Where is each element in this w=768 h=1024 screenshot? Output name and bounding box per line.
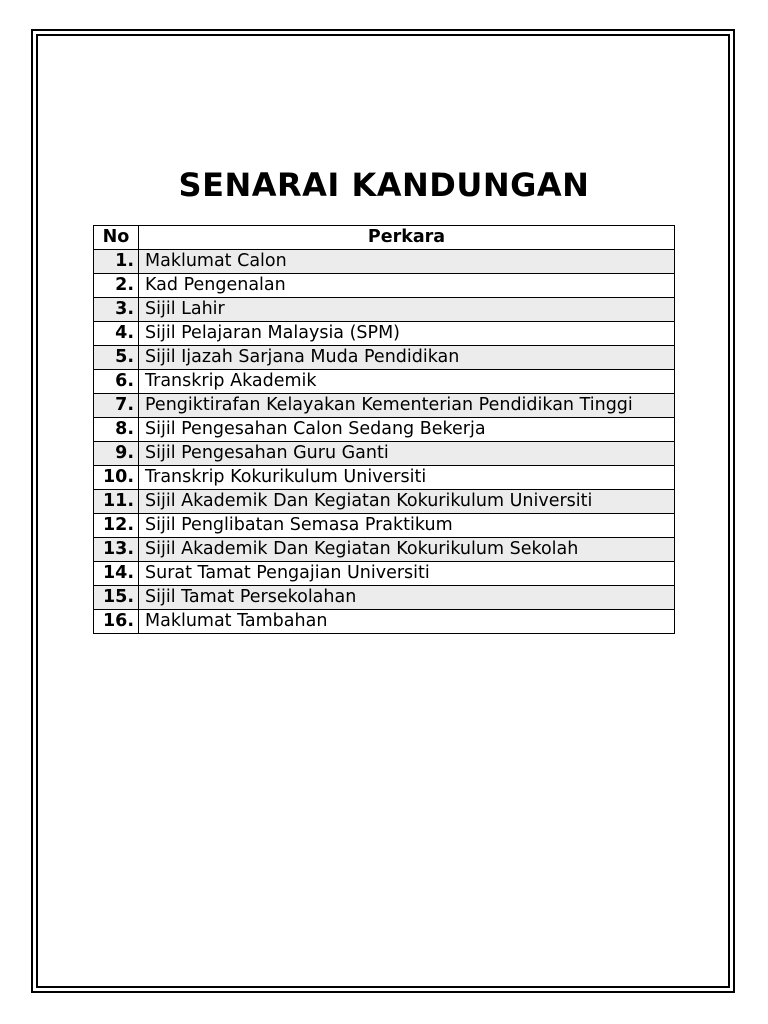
table-row (94, 370, 675, 394)
table-row (94, 538, 675, 562)
row-item: Maklumat Calon (139, 250, 675, 274)
row-item: Pengiktirafan Kelayakan Kementerian Pendidikan Tinggi (139, 394, 675, 418)
table-row (94, 562, 675, 586)
row-item: Sijil Tamat Persekolahan (139, 586, 675, 610)
row-item: Sijil Pengesahan Calon Sedang Bekerja (139, 418, 675, 442)
row-number: 1. (94, 250, 139, 274)
row-item: Surat Tamat Pengajian Universiti (139, 562, 675, 586)
table-row (94, 298, 675, 322)
row-number: 4. (94, 322, 139, 346)
row-item: Transkrip Kokurikulum Universiti (139, 466, 675, 490)
table-body (94, 250, 675, 634)
row-item: Sijil Akademik Dan Kegiatan Kokurikulum Sekolah (139, 538, 675, 562)
row-item: Sijil Lahir (139, 298, 675, 322)
row-item: Transkrip Akademik (139, 370, 675, 394)
table-header-row (94, 226, 675, 250)
row-item: Sijil Pengesahan Guru Ganti (139, 442, 675, 466)
table-row (94, 250, 675, 274)
row-item: Sijil Pelajaran Malaysia (SPM) (139, 322, 675, 346)
row-number: 10. (94, 466, 139, 490)
row-number: 9. (94, 442, 139, 466)
table-row (94, 586, 675, 610)
row-item: Maklumat Tambahan (139, 610, 675, 634)
row-item: Kad Pengenalan (139, 274, 675, 298)
row-item: Sijil Penglibatan Semasa Praktikum (139, 514, 675, 538)
row-number: 7. (94, 394, 139, 418)
table-row (94, 274, 675, 298)
table-row (94, 394, 675, 418)
row-number: 6. (94, 370, 139, 394)
contents-table (93, 225, 675, 634)
page-title: SENARAI KANDUNGAN (178, 166, 590, 204)
row-item: Sijil Akademik Dan Kegiatan Kokurikulum Universiti (139, 490, 675, 514)
table-row (94, 490, 675, 514)
row-number: 2. (94, 274, 139, 298)
row-number: 16. (94, 610, 139, 634)
table-row (94, 346, 675, 370)
table-row (94, 418, 675, 442)
table-row (94, 322, 675, 346)
row-number: 12. (94, 514, 139, 538)
row-item: Sijil Ijazah Sarjana Muda Pendidikan (139, 346, 675, 370)
header-item: Perkara (139, 226, 675, 250)
row-number: 8. (94, 418, 139, 442)
header-no: No (94, 226, 139, 250)
row-number: 5. (94, 346, 139, 370)
table-row (94, 514, 675, 538)
table-row (94, 610, 675, 634)
table-row (94, 466, 675, 490)
row-number: 14. (94, 562, 139, 586)
row-number: 11. (94, 490, 139, 514)
table-row (94, 442, 675, 466)
row-number: 3. (94, 298, 139, 322)
row-number: 15. (94, 586, 139, 610)
row-number: 13. (94, 538, 139, 562)
